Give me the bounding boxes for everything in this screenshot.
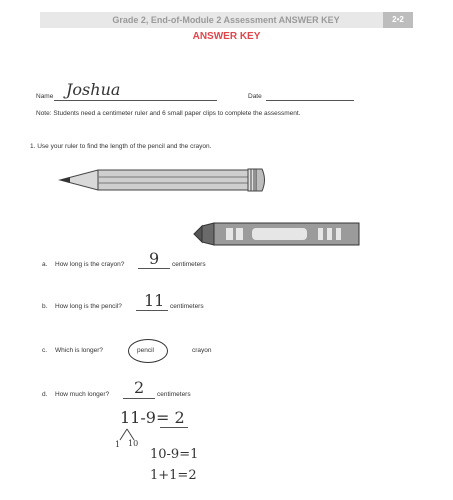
assessment-note: Note: Students need a centimeter ruler and 6 small paper clips to complete the assessment.: [36, 110, 301, 117]
question-c-label: c.: [42, 347, 48, 354]
student-name: Joshua: [66, 80, 121, 99]
question-c-text: Which is longer?: [55, 347, 104, 354]
answer-b-line: [136, 310, 168, 311]
question-1-prompt: 1. Use your ruler to find the length of the pencil and the crayon.: [30, 143, 212, 150]
answer-a-value: 9: [149, 249, 160, 268]
name-line: [54, 100, 217, 101]
crayon-image: [192, 218, 362, 250]
date-label: Date: [248, 93, 262, 100]
assessment-header: Grade 2, End-of-Module 2 Assessment ANSWER KEY: [40, 12, 412, 28]
answer-d-value: 2: [134, 378, 145, 397]
module-tag: 2•2: [383, 12, 413, 28]
question-b-unit: centimeters: [170, 303, 204, 310]
answer-a-line: [138, 268, 170, 269]
question-d-unit: centimeters: [157, 391, 191, 398]
answer-d-line: [123, 398, 155, 399]
date-line: [266, 100, 354, 101]
name-label: Name: [36, 93, 54, 100]
pencil-image: [58, 165, 268, 195]
question-d-label: d.: [42, 391, 48, 398]
work-answer-line: [160, 427, 188, 428]
answer-b-value: 11: [144, 291, 165, 310]
question-a-label: a.: [42, 261, 48, 268]
option-pencil: pencil: [137, 347, 154, 354]
work-line-3: 1+1=2: [150, 468, 197, 483]
work-line-2: 10-9=1: [150, 447, 199, 462]
question-a-unit: centimeters: [172, 261, 206, 268]
question-a-text: How long is the crayon?: [55, 261, 125, 268]
decomposition-ten: 10: [128, 439, 139, 448]
decomposition-one: 1: [115, 440, 121, 449]
option-crayon: crayon: [192, 347, 212, 354]
answer-key-title: ANSWER KEY: [192, 31, 261, 42]
work-line-1: 11-9= 2: [120, 408, 185, 427]
question-b-text: How long is the pencil?: [55, 303, 122, 310]
question-b-label: b.: [42, 303, 48, 310]
question-d-text: How much longer?: [55, 391, 110, 398]
